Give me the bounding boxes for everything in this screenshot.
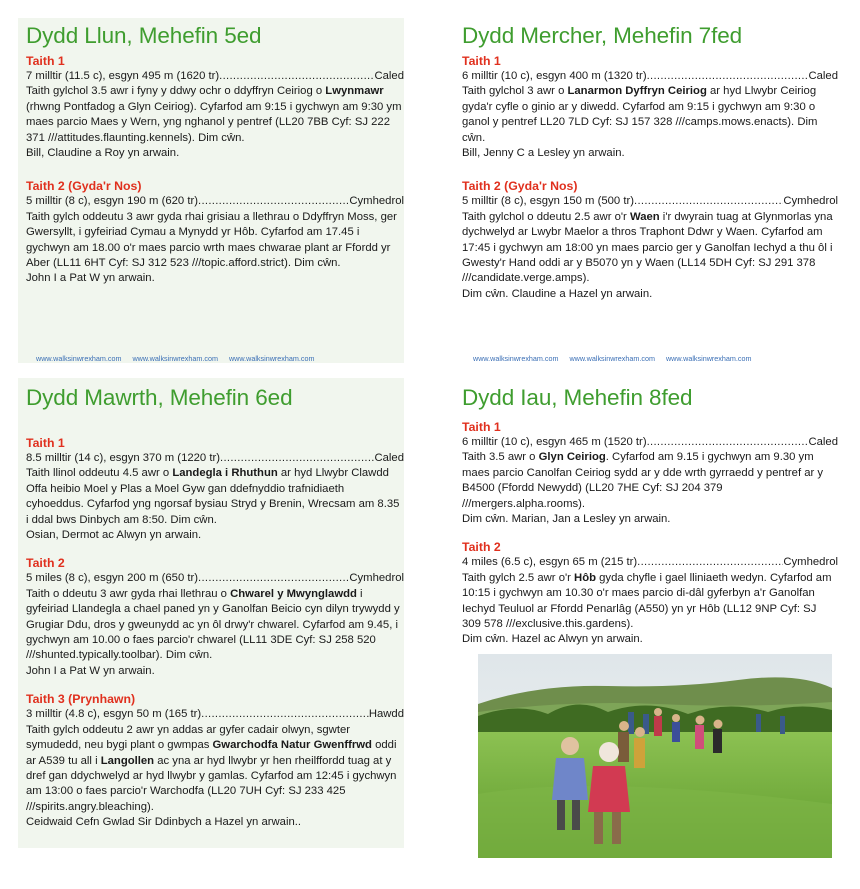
weblinks-right: [473, 354, 762, 363]
website-link[interactable]: www.walksinwrexham.com: [665, 354, 752, 363]
walk-2: [462, 540, 838, 647]
place-name: Gwarchodfa Natur Gwenffrwd: [212, 739, 372, 752]
walk-grade: Cymhedrol: [783, 556, 838, 569]
walk-description: [26, 723, 404, 815]
walk-description: [462, 210, 838, 287]
website-link[interactable]: www.walksinwrexham.com: [228, 354, 315, 363]
place-name: Langollen: [100, 754, 155, 767]
place-name: Chwarel y Mwynglawdd: [230, 587, 357, 600]
walk-description: [26, 210, 404, 272]
walk-2: [462, 179, 838, 302]
place-name: Landegla i Rhuthun: [172, 467, 278, 480]
walk-leaders: Dim cŵn. Marian, Jan a Lesley yn arwain.: [462, 513, 671, 526]
walk-description: [462, 571, 838, 633]
walk-distance: 5 miles (8 c), esgyn 200 m (650 tr) ..... Cymhedrol: [26, 571, 404, 586]
walk-name: Taith 1: [26, 54, 65, 68]
walk-distance: 5 milltir (8 c), esgyn 190 m (620 tr) ..... Cymhedrol: [26, 194, 404, 209]
description-text: Taith llinol oddeutu 4.5 awr o: [26, 467, 173, 480]
place-name: Lanarmon Dyffryn Ceiriog: [567, 85, 707, 98]
description-text: gyda chyfle i gael lliniaeth wedyn. Cyfarfod am 10:15 i gychwyn am 10.30 o'r maes parcio di-dâl gyferbyn a'r Ganolfan Iechyd Teuluol ar Ffordd Penarlâg (A550) yn yr Hôb (LL12 9NP Cyf: SJ 309 578 ///exclusive.this.gardens).: [462, 571, 832, 631]
walk-name: Taith 1: [462, 420, 501, 434]
walk-description: [26, 466, 404, 528]
website-link[interactable]: www.walksinwrexham.com: [473, 354, 559, 363]
walkers-photo: [478, 654, 832, 858]
walk-grade: Cymhedrol: [349, 195, 404, 208]
walk-leaders: John I a Pat W yn arwain.: [26, 664, 155, 677]
walk-leaders: John I a Pat W yn arwain.: [26, 272, 155, 285]
walk-grade: Cymhedrol: [783, 195, 838, 208]
walk-distance: 6 milltir (10 c), esgyn 400 m (1320 tr) ..... Caled: [462, 69, 838, 84]
walk-leaders: Bill, Claudine a Roy yn arwain.: [26, 147, 180, 160]
walk-grade: Caled: [374, 452, 404, 464]
description-text: Taith 3.5 awr o: [462, 451, 539, 464]
day-title: Dydd Mercher, Mehefin 7fed: [462, 23, 743, 48]
description-text: (rhwng Pontfadog a Glyn Ceiriog). Cyfarfod am 9:15 i gychwyn am 9:30 ym maes parcio Maes y Wern, yng nghanol y pentref (LL20 7BB Cyf: SJ 222 371 ///attitudes.flaunting.kennels). Dim cŵn.: [26, 100, 402, 144]
weblinks-left: [36, 354, 325, 363]
walk-name: Taith 2: [462, 540, 501, 555]
walk-distance: 4 miles (6.5 c), esgyn 65 m (215 tr) ..... Cymhedrol: [462, 555, 838, 570]
place-name: Hôb: [574, 571, 597, 584]
day-panel-thursday: [452, 378, 838, 654]
description-text: oddi ar A539 tu all i: [26, 739, 397, 767]
description-text: Taith gylch oddeutu 2 awr yn addas ar gyfer cadair olwyn, sgwter symudedd, neu bygi plant o gwmpas: [26, 723, 351, 752]
walk-grade: Cymhedrol: [349, 572, 404, 585]
walk-name: Taith 1: [462, 54, 501, 68]
walk-name: Taith 2: [26, 556, 65, 571]
walk-grade: Caled: [374, 70, 404, 82]
description-text: Taith gylch oddeutu 3 awr gyda rhai grisiau a llethrau o Ddyffryn Moss, ger Gwersyllt, i gyfeiriad Cymau a Mynydd yr Hôb. Cyfarfod am 17.45 i gychwyn am 18.00 o'r maes parcio wrth maes chwarae plant ar Ffordd yr Aber (LL11 6HT Cyf: SJ 312 523 ///topic.afford.strict). Dim cŵn.: [26, 210, 397, 270]
walk-distance: 8.5 milltir (14 c), esgyn 370 m (1220 tr) ..... Caled: [26, 451, 404, 466]
walkers-photo-image: [478, 654, 832, 858]
website-link[interactable]: www.walksinwrexham.com: [132, 354, 218, 363]
walk-leaders: Bill, Jenny C a Lesley yn arwain.: [462, 147, 625, 160]
walk-1: [462, 420, 838, 527]
walk-2: [26, 556, 404, 679]
walk-name: Taith 2 (Gyda'r Nos): [462, 179, 578, 194]
day-title: Dydd Iau, Mehefin 8fed: [462, 385, 693, 410]
description-text: ac yna ar hyd llwybr yr hen rheilffordd tuag at y dref gan ddychwelyd ar hyd llwybr y gamlas. Cyfarfod am 12:45 i gychwyn am 13:00 o faes parcio'r Warchodfa (LL20 7UH Cyf: SJ 233 425 ///spirits.angry.bleaching).: [26, 754, 397, 813]
day-title: Dydd Llun, Mehefin 5ed: [26, 23, 262, 48]
day-title: Dydd Mawrth, Mehefin 6ed: [26, 385, 293, 410]
website-link[interactable]: www.walksinwrexham.com: [36, 354, 122, 363]
walk-description: [462, 84, 838, 146]
description-text: . Cyfarfod am 9.15 i gychwyn am 9.30 ym maes parcio Canolfan Ceiriog sydd ar y dde wrth gyrraedd y pentref ar y B4500 (Ffordd Newydd) (LL20 7HE Cyf: SJ 204 379 ///mergers.alpha.rooms).: [462, 451, 824, 510]
walk-3: [26, 692, 404, 830]
walk-distance: 6 milltir (10 c), esgyn 465 m (1520 tr) ..... Caled: [462, 435, 838, 450]
walk-distance: 3 milltir (4.8 c), esgyn 50 m (165 tr) ..... Hawdd: [26, 707, 404, 722]
description-text: ar hyd Llwybr Ceiriog gyda'r cyfle o ginio ar y diwedd. Cyfarfod am 9:15 i gychwyn am 9:30 o ganol y pentref LL20 7LD Cyf: SJ 157 328 ///camps.mows.enacts). Dim cŵn.: [462, 85, 818, 144]
place-name: Waen: [629, 210, 660, 223]
walk-name: Taith 1: [26, 436, 65, 450]
walk-description: [462, 450, 838, 512]
walk-grade: Hawdd: [368, 708, 404, 721]
day-panel-wednesday: [452, 18, 838, 358]
walk-grade: Caled: [808, 70, 838, 82]
day-panel-tuesday: [18, 378, 404, 848]
walk-leaders: Dim cŵn. Claudine a Hazel yn arwain.: [462, 287, 653, 300]
walk-distance: 5 milltir (8 c), esgyn 150 m (500 tr) ..... Cymhedrol: [462, 194, 838, 209]
place-name: Glyn Ceiriog: [538, 451, 606, 464]
day-panel-monday: [18, 18, 404, 363]
walk-leaders: Osian, Dermot ac Alwyn yn arwain.: [26, 529, 202, 542]
walk-1: [26, 54, 404, 161]
walk-leaders: Ceidwaid Cefn Gwlad Sir Ddinbych a Hazel yn arwain..: [26, 816, 302, 829]
walk-distance: 7 milltir (11.5 c), esgyn 495 m (1620 tr) ..... Caled: [26, 69, 404, 84]
walk-grade: Caled: [808, 436, 838, 448]
place-name: Lwynmawr: [325, 85, 384, 98]
description-text: Taith gylchol 3 awr o: [462, 85, 568, 98]
description-text: Taith gylch 2.5 awr o'r: [462, 571, 575, 584]
description-text: ar hyd Llwybr Clawdd Offa heibio Moel y Plas a Moel Gyw gan ddefnyddio trafnidiaeth cyhoeddus. Cyfarfod yng ngorsaf bysiau Stryd y Brenin, Wrecsam am 8.35 i ddal bws Dinbych am 8:50. Dim cŵn.: [26, 467, 400, 526]
walk-1: [26, 436, 404, 543]
walk-name: Taith 2 (Gyda'r Nos): [26, 179, 142, 194]
walk-2: [26, 179, 404, 286]
description-text: Taith o ddeutu 3 awr gyda rhai llethrau o: [26, 587, 231, 600]
website-link[interactable]: www.walksinwrexham.com: [569, 354, 655, 363]
walk-1: [462, 54, 838, 161]
walk-description: [26, 84, 404, 146]
description-text: i'r dwyrain tuag at Glynmorlas yna dychwelyd ar Lwybr Maelor a thros Traphont Ddwr y Waen. Cyfarfod am 17:45 i gychwyn am 18:00 yn maes parcio ger y Ganolfan Iechyd a thu ôl i Gwesty'r Hand oddi ar y B5070 yn y Waen (LL14 5DH Cyf: SJ 291 378 ///candidate.verge.amps).: [462, 210, 833, 285]
description-text: i gyfeiriad Llandegla a chael paned yn y Ganolfan Beicio cyn dilyn trywydd y Grugiar Ddu, dros y gweunydd ac yn ôl drwy'r chwarel. Cyfarfod am 9.45, i gychwyn am 10.00 o faes parcio'r chwarel (LL11 3DE Cyf: SJ 258 520 ///shunted.typically.toolbar). Dim cŵn.: [26, 587, 400, 662]
walk-leaders: Dim cŵn. Hazel ac Alwyn yn arwain.: [462, 633, 643, 646]
walk-description: [26, 587, 404, 664]
description-text: Taith gylchol 3.5 awr i fyny y ddwy ochr o ddyffryn Ceiriog o: [26, 85, 326, 98]
description-text: Taith gylchol o ddeutu 2.5 awr o'r: [462, 210, 630, 223]
walk-name: Taith 3 (Prynhawn): [26, 692, 136, 707]
